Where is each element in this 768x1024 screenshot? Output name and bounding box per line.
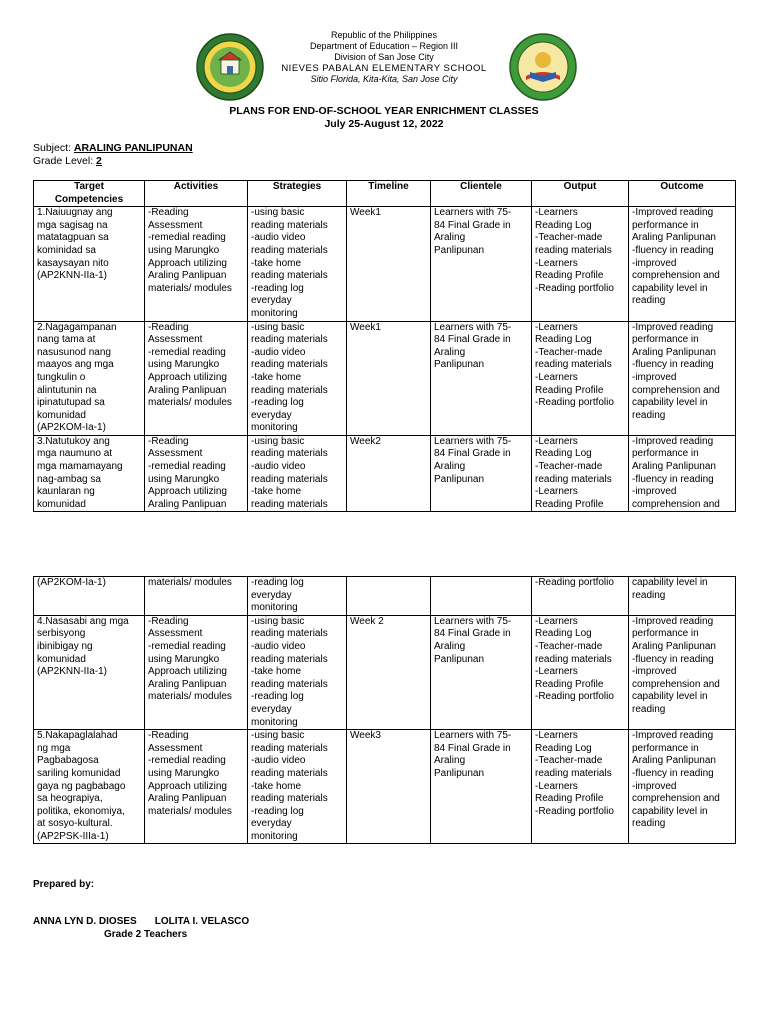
header-republic: Republic of the Philippines xyxy=(330,30,438,40)
table-row xyxy=(34,207,736,321)
cell-competency: 1.Naiuugnay ang mga sagisag na matatagpuan sa kominidad sa kasaysayan nito (AP2KNN-IIa-1) xyxy=(34,207,145,321)
cell-competency: 5.Nakapaglalahad ng mga Pagbabagosa sariling komunidad gaya ng pagbabago sa heograpiya, politika, ekonomiya, at sosyo-kultural. (AP2PSK-IIIa-1) xyxy=(34,730,145,844)
cell-output: -Learners Reading Log -Teacher-made reading materials -Learners Reading Profile xyxy=(532,435,629,512)
cell-clientele: Learners with 75- 84 Final Grade in Araling Panlipunan xyxy=(431,615,532,729)
cell-timeline: Week3 xyxy=(347,730,431,844)
cell-activities: -Reading Assessment -remedial reading using Marungko Approach utilizing Araling Panlipuan materials/ modules xyxy=(145,730,248,844)
prepared-by-label: Prepared by: xyxy=(33,879,95,890)
enrichment-plan-table-top xyxy=(33,180,736,512)
header-timeline: Timeline xyxy=(347,181,431,207)
cell-strategies: -reading log everyday monitoring xyxy=(248,577,347,616)
header-clientele: Clientele xyxy=(431,181,532,207)
cell-outcome: capability level in reading xyxy=(629,577,736,616)
cell-outcome: -Improved reading performance in Araling Panlipunan -fluency in reading -improved comprehension and capability level in reading xyxy=(629,730,736,844)
header-target-competencies: Target Competencies xyxy=(34,181,145,207)
cell-timeline: Week1 xyxy=(347,321,431,435)
cell-clientele: Learners with 75- 84 Final Grade in Araling Panlipunan xyxy=(431,321,532,435)
cell-strategies: -using basic reading materials -audio video reading materials -take home reading materials -reading log everyday monitoring xyxy=(248,207,347,321)
cell-timeline xyxy=(347,577,431,616)
cell-timeline: Week2 xyxy=(347,435,431,512)
header-school-address: Sitio Florida, Kita-Kita, San Jose City xyxy=(310,74,458,84)
subject-line xyxy=(33,142,193,154)
cell-output: -Learners Reading Log -Teacher-made reading materials -Learners Reading Profile -Reading portfolio xyxy=(532,321,629,435)
header-output: Output xyxy=(532,181,629,207)
subject-value: ARALING PANLIPUNAN xyxy=(73,142,193,154)
cell-outcome: -Improved reading performance in Araling Panlipunan -fluency in reading -improved comprehension and capability level in reading xyxy=(629,615,736,729)
cell-clientele: Learners with 75- 84 Final Grade in Araling Panlipunan xyxy=(431,207,532,321)
cell-strategies: -using basic reading materials -audio video reading materials -take home reading materials -reading log everyday monitoring xyxy=(248,321,347,435)
cell-competency: 2.Nagagampanan nang tama at nasusunod nang maayos ang mga tungkulin o alintutunin na ipinatutupad sa komunidad (AP2KOM-Ia-1) xyxy=(34,321,145,435)
cell-output: -Learners Reading Log -Teacher-made reading materials -Learners Reading Profile -Reading portfolio xyxy=(532,730,629,844)
header-division: Division of San Jose City xyxy=(334,52,434,62)
cell-activities: -Reading Assessment -remedial reading using Marungko Approach utilizing Araling Panlipuan materials/ modules xyxy=(145,615,248,729)
grade-value: 2 xyxy=(96,155,102,167)
grade-label: Grade Level: xyxy=(33,155,97,167)
subject-label: Subject: xyxy=(33,142,74,154)
cell-strategies: -using basic reading materials -audio video reading materials -take home reading materials -reading log everyday monitoring xyxy=(248,730,347,844)
cell-competency: 3.Natutukoy ang mga naumuno at mga mamamayang nag-ambag sa kaunlaran ng komunidad xyxy=(34,435,145,512)
teacher-role: Grade 2 Teachers xyxy=(104,929,188,940)
cell-output: -Learners Reading Log -Teacher-made reading materials -Learners Reading Profile -Reading portfolio xyxy=(532,615,629,729)
document-title: PLANS FOR END-OF-SCHOOL YEAR ENRICHMENT CLASSES xyxy=(229,105,539,117)
cell-outcome: -Improved reading performance in Araling Panlipunan -fluency in reading -improved comprehension and capability level in reading xyxy=(629,207,736,321)
table-row xyxy=(34,321,736,435)
document-dates: July 25-August 12, 2022 xyxy=(324,118,444,130)
cell-strategies: -using basic reading materials -audio video reading materials -take home reading materials xyxy=(248,435,347,512)
cell-activities: -Reading Assessment -remedial reading using Marungko Approach utilizing Araling Panlipuan materials/ modules xyxy=(145,207,248,321)
teacher-name-2: LOLITA I. VELASCO xyxy=(154,916,250,927)
cell-activities: -Reading Assessment -remedial reading using Marungko Approach utilizing Araling Panlipuan xyxy=(145,435,248,512)
teacher-name-1: ANNA LYN D. DIOSES xyxy=(33,916,137,927)
cell-clientele: Learners with 75- 84 Final Grade in Araling Panlipunan xyxy=(431,730,532,844)
header-activities: Activities xyxy=(145,181,248,207)
table-row xyxy=(34,435,736,512)
cell-activities: -Reading Assessment -remedial reading using Marungko Approach utilizing Araling Panlipuan materials/ modules xyxy=(145,321,248,435)
header-strategies: Strategies xyxy=(248,181,347,207)
grade-line xyxy=(33,155,102,167)
cell-timeline: Week1 xyxy=(347,207,431,321)
cell-outcome: -Improved reading performance in Araling Panlipunan -fluency in reading -improved comprehension and xyxy=(629,435,736,512)
table-row xyxy=(34,615,736,729)
cell-outcome: -Improved reading performance in Araling Panlipunan -fluency in reading -improved comprehension and capability level in reading xyxy=(629,321,736,435)
header-outcome: Outcome xyxy=(629,181,736,207)
teacher-names xyxy=(33,916,249,927)
document-header xyxy=(0,30,768,85)
table-header-row xyxy=(34,181,736,207)
enrichment-plan-table-bottom xyxy=(33,576,736,844)
header-school-name: NIEVES PABALAN ELEMENTARY SCHOOL xyxy=(281,63,487,74)
cell-output: -Reading portfolio xyxy=(532,577,629,616)
cell-strategies: -using basic reading materials -audio video reading materials -take home reading materials -reading log everyday monitoring xyxy=(248,615,347,729)
header-department: Department of Education – Region III xyxy=(309,41,459,51)
cell-timeline: Week 2 xyxy=(347,615,431,729)
table-row xyxy=(34,577,736,616)
cell-competency: 4.Nasasabi ang mga serbisyong ibinibigay ng komunidad (AP2KNN-IIa-1) xyxy=(34,615,145,729)
table-row xyxy=(34,730,736,844)
cell-competency: (AP2KOM-Ia-1) xyxy=(34,577,145,616)
cell-output: -Learners Reading Log -Teacher-made reading materials -Learners Reading Profile -Reading portfolio xyxy=(532,207,629,321)
cell-activities: materials/ modules xyxy=(145,577,248,616)
cell-clientele: Learners with 75- 84 Final Grade in Araling Panlipunan xyxy=(431,435,532,512)
cell-clientele xyxy=(431,577,532,616)
